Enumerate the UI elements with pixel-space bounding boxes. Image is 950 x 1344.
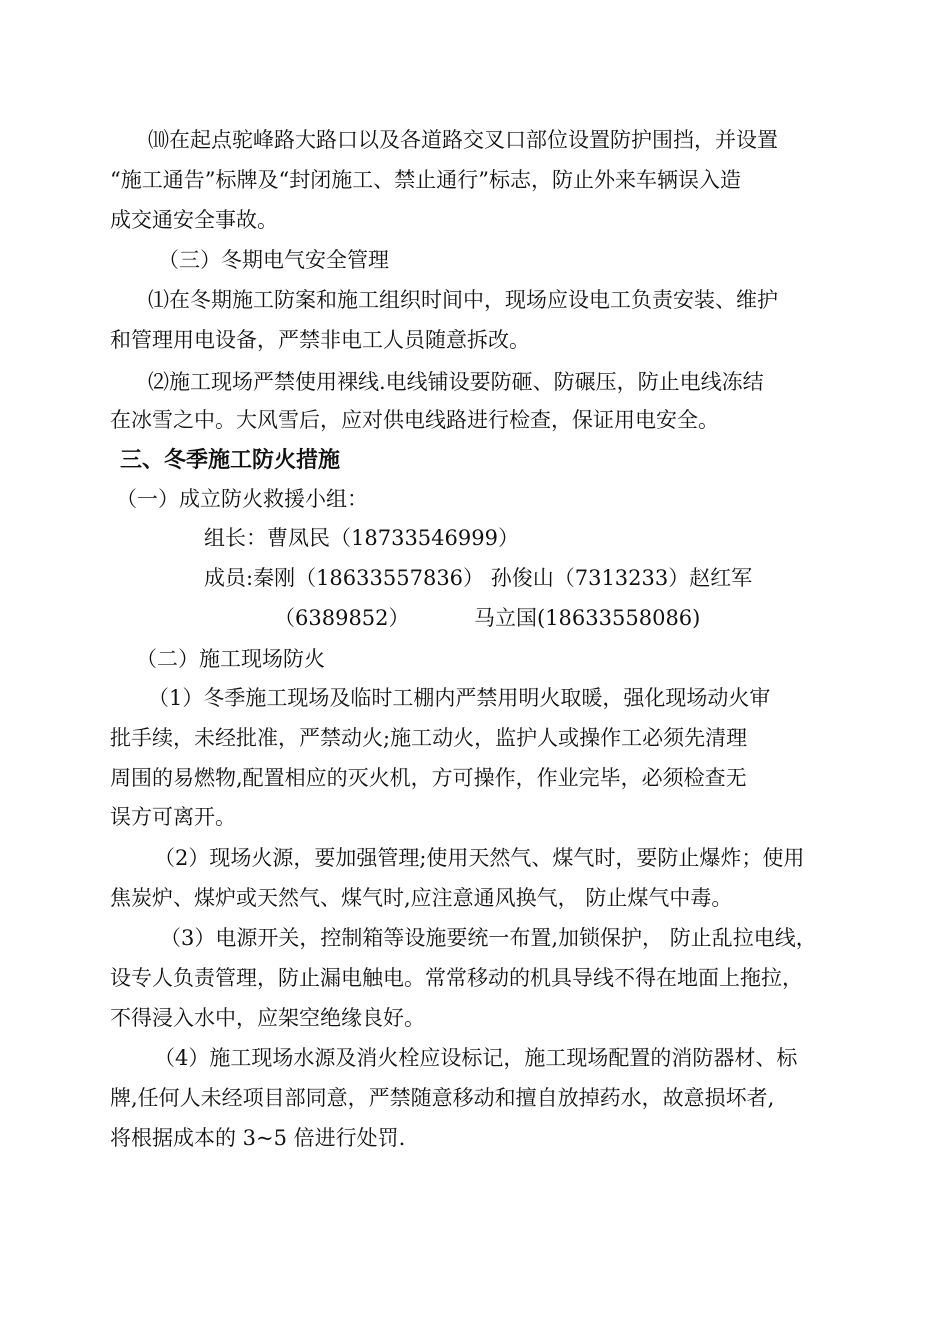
section-heading-site-fire: （二）施工现场防火 <box>136 647 325 671</box>
section-heading-electrical: （三）冬期电气安全管理 <box>158 248 389 272</box>
para-f1-line-1: （1）冬季施工现场及临时工棚内严禁用明火取暖，强化现场动火审 <box>148 686 771 710</box>
para-10-line-3: 成交通安全事故。 <box>110 208 278 232</box>
para-f1-line-2: 批手续，未经批准，严禁动火;施工动火，监护人或操作工必须先清理 <box>110 726 748 750</box>
team-members-line-1: 成员:秦刚（18633557836） 孙俊山（7313233）赵红军 <box>204 566 753 590</box>
para-e1-line-2: 和管理用电设备，严禁非电工人员随意拆改。 <box>110 328 530 352</box>
chapter-heading-fire: 三、冬季施工防火措施 <box>120 448 341 473</box>
para-f2-line-2: 焦炭炉、煤炉或天然气、煤气时,应注意通风换气， 防止煤气中毒。 <box>110 886 733 910</box>
para-10-line-2: “施工通告”标牌及“封闭施工、禁止通行”标志，防止外来车辆误入造 <box>110 168 741 192</box>
para-e2-line-2: 在冰雪之中。大风雪后，应对供电线路进行检查，保证用电安全。 <box>110 408 719 432</box>
para-f4-line-3: 将根据成本的 3~5 倍进行处罚. <box>110 1126 406 1150</box>
team-members-line-2a: （6389852） <box>274 606 410 630</box>
para-10-line-1: ⑽在起点驼峰路大路口以及各道路交叉口部位设置防护围挡，并设置 <box>148 128 778 152</box>
section-heading-rescue-team: （一）成立防火救援小组： <box>116 487 368 511</box>
para-f1-line-3: 周围的易燃物,配置相应的灭火机，方可操作，作业完毕，必须检查无 <box>110 766 747 790</box>
para-f4-line-1: （4）施工现场水源及消火栓应设标记，施工现场配置的消防器材、标 <box>154 1046 798 1070</box>
team-leader: 组长：曹凤民（18733546999） <box>204 526 519 550</box>
para-e1-line-1: ⑴在冬期施工防案和施工组织时间中，现场应设电工负责安装、维护 <box>148 288 778 312</box>
para-f3-line-1: （3）电源开关，控制箱等设施要统一布置,加锁保护， 防止乱拉电线， <box>160 926 817 950</box>
team-members-line-2b: 马立国(18633558086) <box>474 606 701 630</box>
para-f4-line-2: 牌,任何人未经项目部同意，严禁随意移动和擅自放掉药水，故意损坏者, <box>110 1086 775 1110</box>
para-f3-line-3: 不得浸入水中，应架空绝缘良好。 <box>110 1006 425 1030</box>
para-e2-line-1: ⑵施工现场严禁使用裸线.电线铺设要防砸、防碾压，防止电线冻结 <box>148 370 764 394</box>
para-f3-line-2: 设专人负责管理，防止漏电触电。常常移动的机具导线不得在地面上拖拉， <box>110 966 803 990</box>
para-f1-line-4: 误方可离开。 <box>110 805 236 829</box>
para-f2-line-1: （2）现场火源，要加强管理;使用天然气、煤气时，要防止爆炸；使用 <box>154 846 805 870</box>
